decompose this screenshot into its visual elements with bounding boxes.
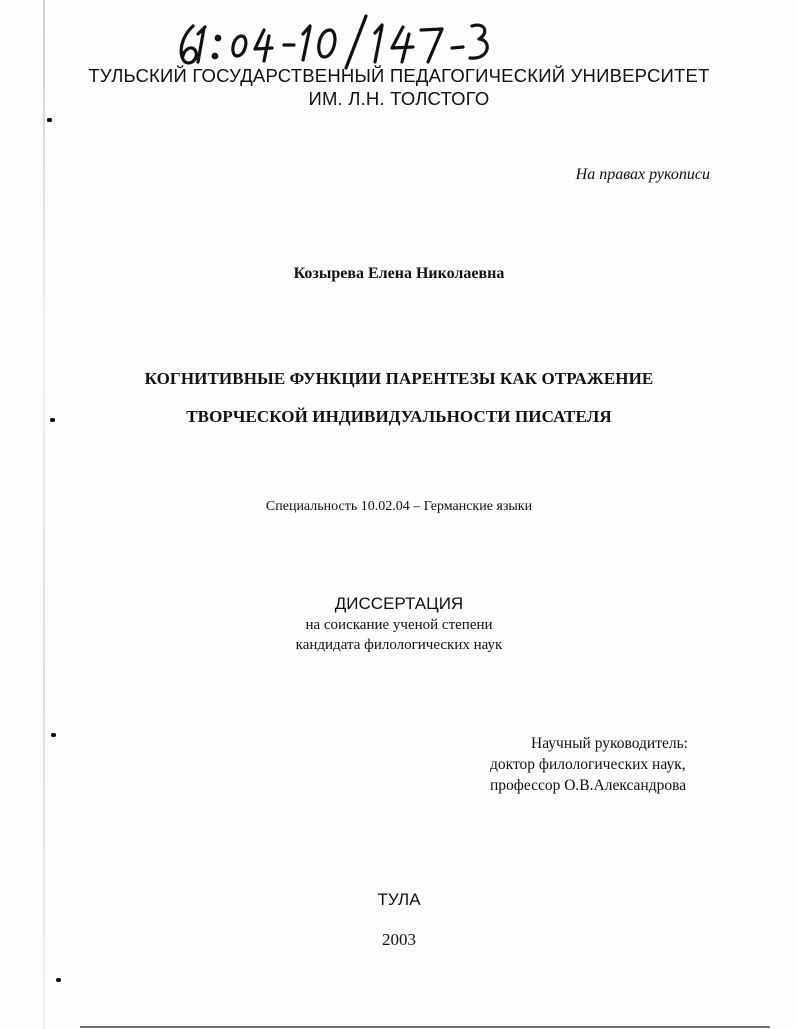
handwritten-code-drawing [170,12,510,70]
university-header [0,64,798,110]
supervisor-degree: доктор филологических наук, [490,756,686,773]
scan-speck [51,733,56,737]
scan-bottom-line [80,1026,770,1028]
handwritten-archive-code [170,12,510,70]
supervisor-name: профессор О.В.Александрова [490,777,687,794]
dissertation-title [0,360,798,436]
scan-speck [56,978,61,982]
degree-description [0,615,798,655]
university-named-after: ИМ. Л.Н. ТОЛСТОГО [308,88,490,109]
title-line-2: ТВОРЧЕСКОЙ ИНДИВИДУАЛЬНОСТИ ПИСАТЕЛЯ [186,407,612,426]
rights-note: На правах рукописи [575,166,710,183]
degree-line-2: кандидата филологических наук [295,637,503,653]
degree-line-1: на соискание ученой степени [305,617,493,633]
specialty-line: Специальность 10.02.04 – Германские языки [265,499,533,514]
supervisor-label: Научный руководитель: [531,735,688,752]
dissertation-heading: ДИССЕРТАЦИЯ [334,594,464,613]
author-name: Козырева Елена Николаевна [293,265,505,282]
title-line-1: КОГНИТИВНЫЕ ФУНКЦИИ ПАРЕНТЕЗЫ КАК ОТРАЖЕНИЕ [144,369,654,388]
scan-speck [47,118,52,122]
city: ТУЛА [377,890,421,909]
university-name: ТУЛЬСКИЙ ГОСУДАРСТВЕННЫЙ ПЕДАГОГИЧЕСКИЙ УНИВЕРСИТЕТ [88,65,710,86]
year: 2003 [382,930,416,949]
supervisor-block [490,733,688,796]
